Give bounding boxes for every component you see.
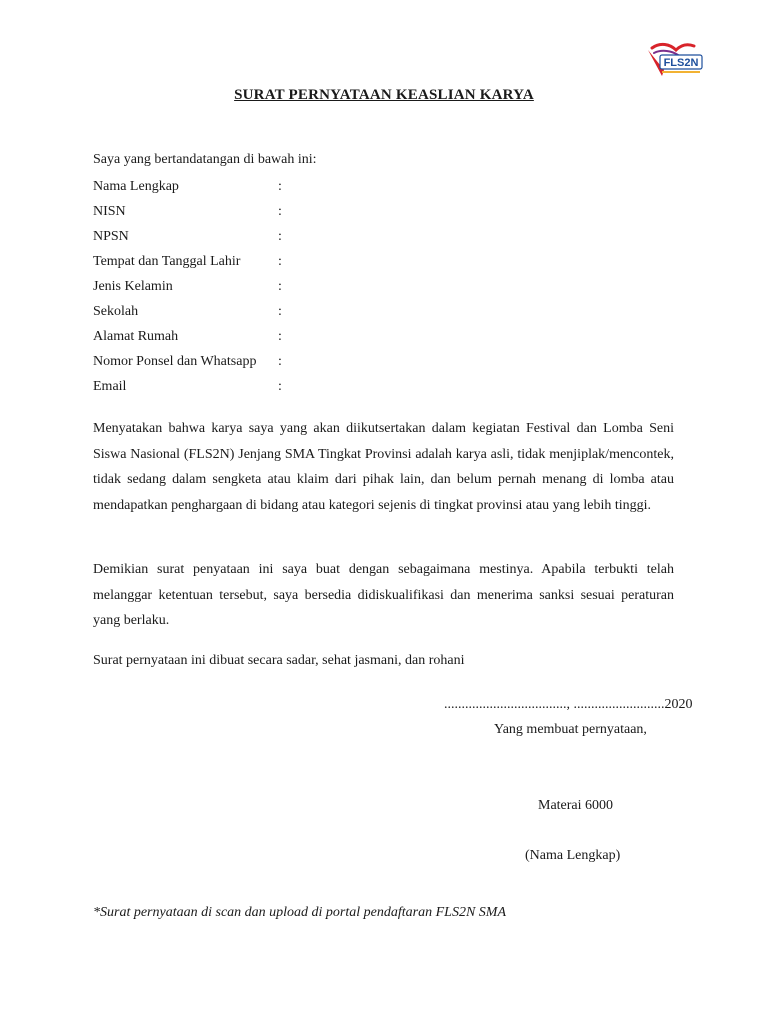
field-row-email [93, 376, 288, 401]
field-label: Sekolah [93, 304, 139, 319]
field-label: NPSN [93, 229, 129, 244]
field-row-ponsel [93, 351, 288, 376]
field-colon: : [278, 229, 282, 244]
field-row-ttl [93, 251, 288, 276]
field-colon: : [278, 204, 282, 219]
field-row-nisn [93, 201, 288, 226]
field-label: Tempat dan Tanggal Lahir [93, 254, 241, 269]
intro-text: Saya yang bertandatangan di bawah ini: [93, 152, 317, 167]
conscious-statement: Surat pernyataan ini dibuat secara sadar, sehat jasmani, dan rohani [93, 653, 465, 668]
fls2n-logo-icon [646, 40, 706, 80]
signer-name-placeholder: (Nama Lengkap) [525, 848, 621, 863]
logo-text: FLS2N [663, 57, 699, 69]
field-row-nama [93, 176, 288, 201]
field-label: Nomor Ponsel dan Whatsapp [93, 354, 257, 369]
field-label: Email [93, 379, 127, 394]
fls2n-logo [646, 40, 706, 80]
field-row-sekolah [93, 301, 288, 326]
stamp-label: Materai 6000 [538, 798, 614, 813]
field-label: Jenis Kelamin [93, 279, 173, 294]
field-colon: : [278, 379, 282, 394]
field-colon: : [278, 254, 282, 269]
field-colon: : [278, 179, 282, 194]
field-label: Nama Lengkap [93, 179, 179, 194]
place-date-line: ..................................., ..........................2020 [444, 697, 693, 712]
identity-fields [93, 176, 288, 401]
field-label: Alamat Rumah [93, 329, 179, 344]
field-colon: : [278, 329, 282, 344]
statement-paragraph: Menyatakan bahwa karya saya yang akan diikutsertakan dalam kegiatan Festival dan Lomba Seni Siswa Nasional (FLS2N) Jenjang SMA Tingkat Provinsi adalah karya asli, tidak menjiplak/mencontek, tidak sedang dalam sengketa atau klaim dari pihak lain, dan belum pernah menang di lomba atau mendapatkan penghargaan di bidang atau kategori sejenis di tingkat provinsi atau yang lebih tinggi. [93, 421, 674, 513]
field-colon: : [278, 304, 282, 319]
field-colon: : [278, 354, 282, 369]
field-colon: : [278, 279, 282, 294]
field-row-alamat [93, 326, 288, 351]
field-label: NISN [93, 204, 126, 219]
field-row-npsn [93, 226, 288, 251]
closing-paragraph: Demikian surat penyataan ini saya buat dengan sebagaimana mestinya. Apabila terbukti telah melanggar ketentuan tersebut, saya bersedia didiskualifikasi dan menerima sanksi sesuai peraturan yang berlaku. [93, 562, 674, 628]
document-title: SURAT PERNYATAAN KEASLIAN KARYA [234, 87, 534, 103]
field-row-jenis-kelamin [93, 276, 288, 301]
footnote: *Surat pernyataan di scan dan upload di portal pendaftaran FLS2N SMA [93, 905, 506, 920]
signer-label: Yang membuat pernyataan, [494, 722, 647, 737]
